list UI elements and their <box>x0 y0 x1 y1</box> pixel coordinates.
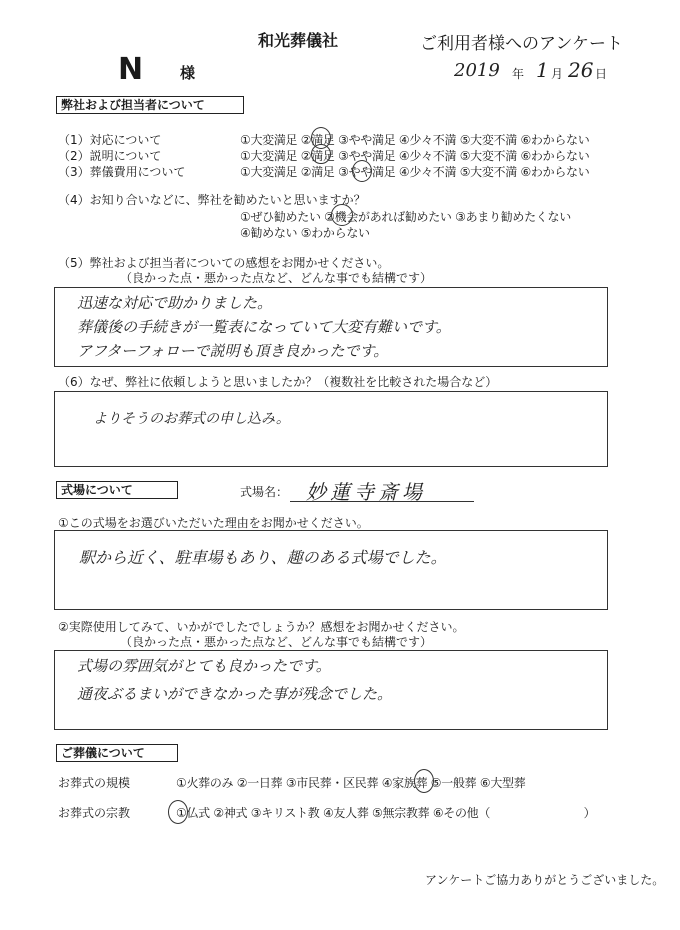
venue-question-2-note: （良かった点・悪かった点など、どんな事でも結構です） <box>120 635 433 649</box>
rating-options-2[interactable]: ①大変満足 ②満足 ③やや満足 ④少々不満 ⑤大変不満 ⑥わからない <box>240 149 590 163</box>
year-label: 年 <box>512 67 525 81</box>
venue-q2-answer-line1: 式場の雰囲気がとても良かったです。 <box>77 657 331 675</box>
thanks-message: アンケートご協力ありがとうございました。 <box>425 873 665 887</box>
venue-label: 式場名： <box>240 485 289 499</box>
date-month: 1 <box>536 58 549 82</box>
section-heading-company: 弊社および担当者について <box>56 96 244 114</box>
section-heading-venue: 式場について <box>56 481 178 499</box>
selection-circle-q3 <box>352 160 372 182</box>
venue-q1-answer: 駅から近く、駐車場もあり、趣のある式場でした。 <box>79 548 447 567</box>
venue-name: 妙蓮寺斎場 <box>306 480 426 504</box>
q4-options-line2[interactable]: ④勧めない ⑤わからない <box>240 226 370 240</box>
scale-label: お葬式の規模 <box>58 776 131 790</box>
survey-title: ご利用者様へのアンケート <box>420 34 623 54</box>
q6-answer: よりそうのお葬式の申し込み。 <box>93 411 290 427</box>
answer-box-q6[interactable] <box>54 391 608 467</box>
date-day: 26 <box>568 58 594 82</box>
scale-options[interactable]: ①火葬のみ ②一日葬 ③市民葬・区民葬 ④家族葬 ⑤一般葬 ⑥大型葬 <box>176 776 526 790</box>
question-6: （6）なぜ、弊社に依頼しようと思いましたか？（複数社を比較された場合など） <box>58 375 498 389</box>
venue-question-1: ①この式場をお選びいただいた理由をお聞かせください。 <box>58 516 369 530</box>
answer-box-venue-q1[interactable] <box>54 530 608 610</box>
rating-label-2: （2）説明について <box>58 149 162 163</box>
day-label: 日 <box>595 67 608 81</box>
honorific: 様 <box>180 64 196 82</box>
religion-options[interactable]: ①仏式 ②神式 ③キリスト教 ④友人葬 ⑤無宗教葬 ⑥その他（ ） <box>176 806 596 820</box>
q5-answer-line2: 葬儀後の手続きが一覧表になっていて大変有難いです。 <box>77 318 451 336</box>
date-year: 2019 <box>454 60 500 81</box>
q4-options-line1[interactable]: ①ぜひ勧めたい ②機会があれば勧めたい ③あまり勧めたくない <box>240 210 571 224</box>
q5-answer-line3: アフターフォローで説明も頂き良かったです。 <box>77 342 389 360</box>
selection-circle-religion <box>168 800 188 824</box>
section-heading-funeral: ご葬儀について <box>56 744 178 762</box>
rating-label-3: （3）葬儀費用について <box>58 165 186 179</box>
month-label: 月 <box>551 67 564 81</box>
company-name: 和光葬儀社 <box>258 31 339 50</box>
venue-question-2: ②実際使用してみて、いかがでしたでしょうか？感想をお聞かせください。 <box>58 620 465 634</box>
customer-initial: N <box>118 52 144 87</box>
rating-options-3[interactable]: ①大変満足 ②満足 ③やや満足 ④少々不満 ⑤大変不満 ⑥わからない <box>240 165 590 179</box>
rating-options-1[interactable]: ①大変満足 ②満足 ③やや満足 ④少々不満 ⑤大変不満 ⑥わからない <box>240 133 590 147</box>
question-5: （5）弊社および担当者についての感想をお聞かせください。 <box>58 256 390 270</box>
answer-box-venue-q2[interactable] <box>54 650 608 730</box>
rating-label-1: （1）対応について <box>58 133 162 147</box>
q5-answer-line1: 迅速な対応で助かりました。 <box>77 294 273 312</box>
venue-underline <box>290 501 474 502</box>
question-4: （4）お知り合いなどに、弊社を勧めたいと思いますか？ <box>58 193 366 207</box>
religion-label: お葬式の宗教 <box>58 806 131 820</box>
venue-q2-answer-line2: 通夜ぶるまいができなかった事が残念でした。 <box>77 685 393 703</box>
selection-circle-q4 <box>331 204 353 226</box>
selection-circle-q2 <box>311 144 331 164</box>
answer-box-q5[interactable] <box>54 287 608 367</box>
question-5-note: （良かった点・悪かった点など、どんな事でも結構です） <box>120 271 433 285</box>
selection-circle-scale <box>414 769 434 793</box>
